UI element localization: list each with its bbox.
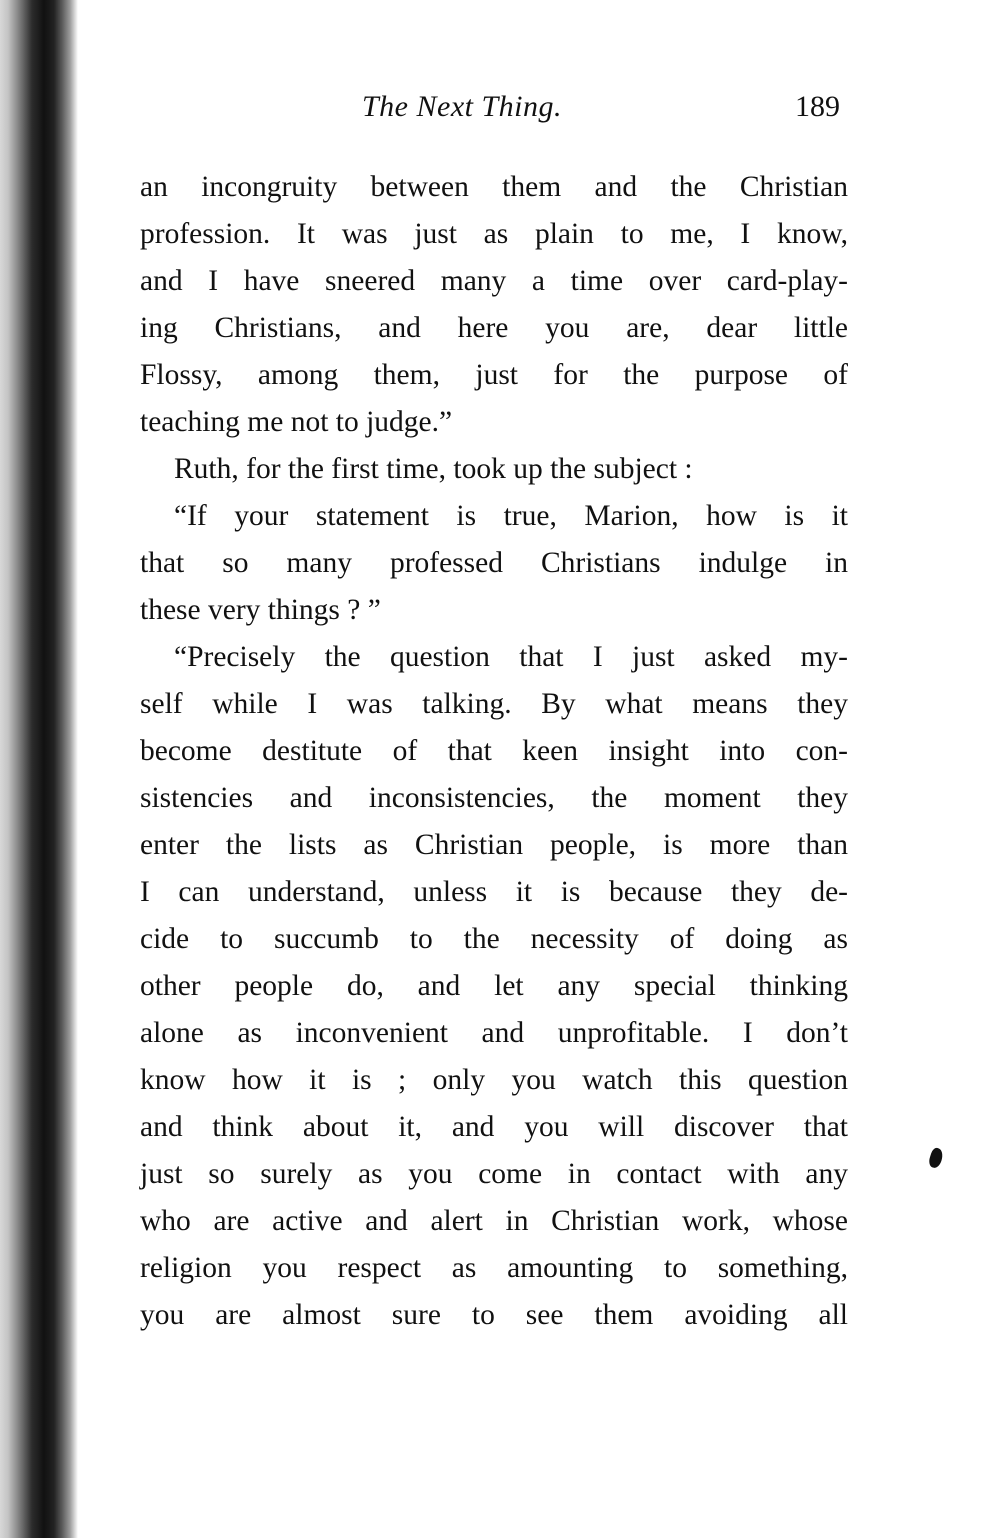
text-line: these very things ? ”: [140, 594, 381, 626]
running-head: [140, 84, 840, 130]
text-line: “Precisely the question that I just asked my-: [174, 641, 848, 673]
text-line: and I have sneered many a time over card-play-: [140, 265, 848, 297]
text-line: I can understand, unless it is because they de-: [140, 876, 848, 908]
text-line: who are active and alert in Christian work, whose: [140, 1205, 848, 1237]
text-line: Flossy, among them, just for the purpose of: [140, 359, 848, 391]
text-line: sistencies and inconsistencies, the moment they: [140, 782, 848, 814]
text-line: other people do, and let any special thinking: [140, 970, 848, 1002]
text-line: cide to succumb to the necessity of doing as: [140, 923, 848, 955]
text-line: just so surely as you come in contact with any: [140, 1158, 848, 1190]
text-line: an incongruity between them and the Christian: [140, 171, 848, 203]
text-line: religion you respect as amounting to something,: [140, 1252, 848, 1284]
text-line: enter the lists as Christian people, is more than: [140, 829, 848, 861]
text-line: ing Christians, and here you are, dear little: [140, 312, 848, 344]
text-line: Ruth, for the first time, took up the subject :: [174, 453, 693, 485]
text-line: alone as inconvenient and unprofitable. I don’t: [140, 1017, 848, 1049]
text-line: “If your statement is true, Marion, how is it: [174, 500, 848, 532]
body-text: [140, 164, 848, 1339]
page-binding-shadow: [0, 0, 78, 1538]
page-number: 189: [795, 90, 840, 123]
text-line: and think about it, and you will discover that: [140, 1111, 848, 1143]
running-title: The Next Thing.: [362, 90, 562, 123]
text-line: self while I was talking. By what means they: [140, 688, 848, 720]
text-line: become destitute of that keen insight into con-: [140, 735, 848, 767]
text-line: know how it is ; only you watch this question: [140, 1064, 848, 1096]
text-line: profession. It was just as plain to me, I know,: [140, 218, 848, 250]
text-line: teaching me not to judge.”: [140, 406, 453, 438]
text-line: you are almost sure to see them avoiding all: [140, 1299, 848, 1331]
text-line: that so many professed Christians indulge in: [140, 547, 848, 579]
ink-speck: [927, 1147, 945, 1170]
